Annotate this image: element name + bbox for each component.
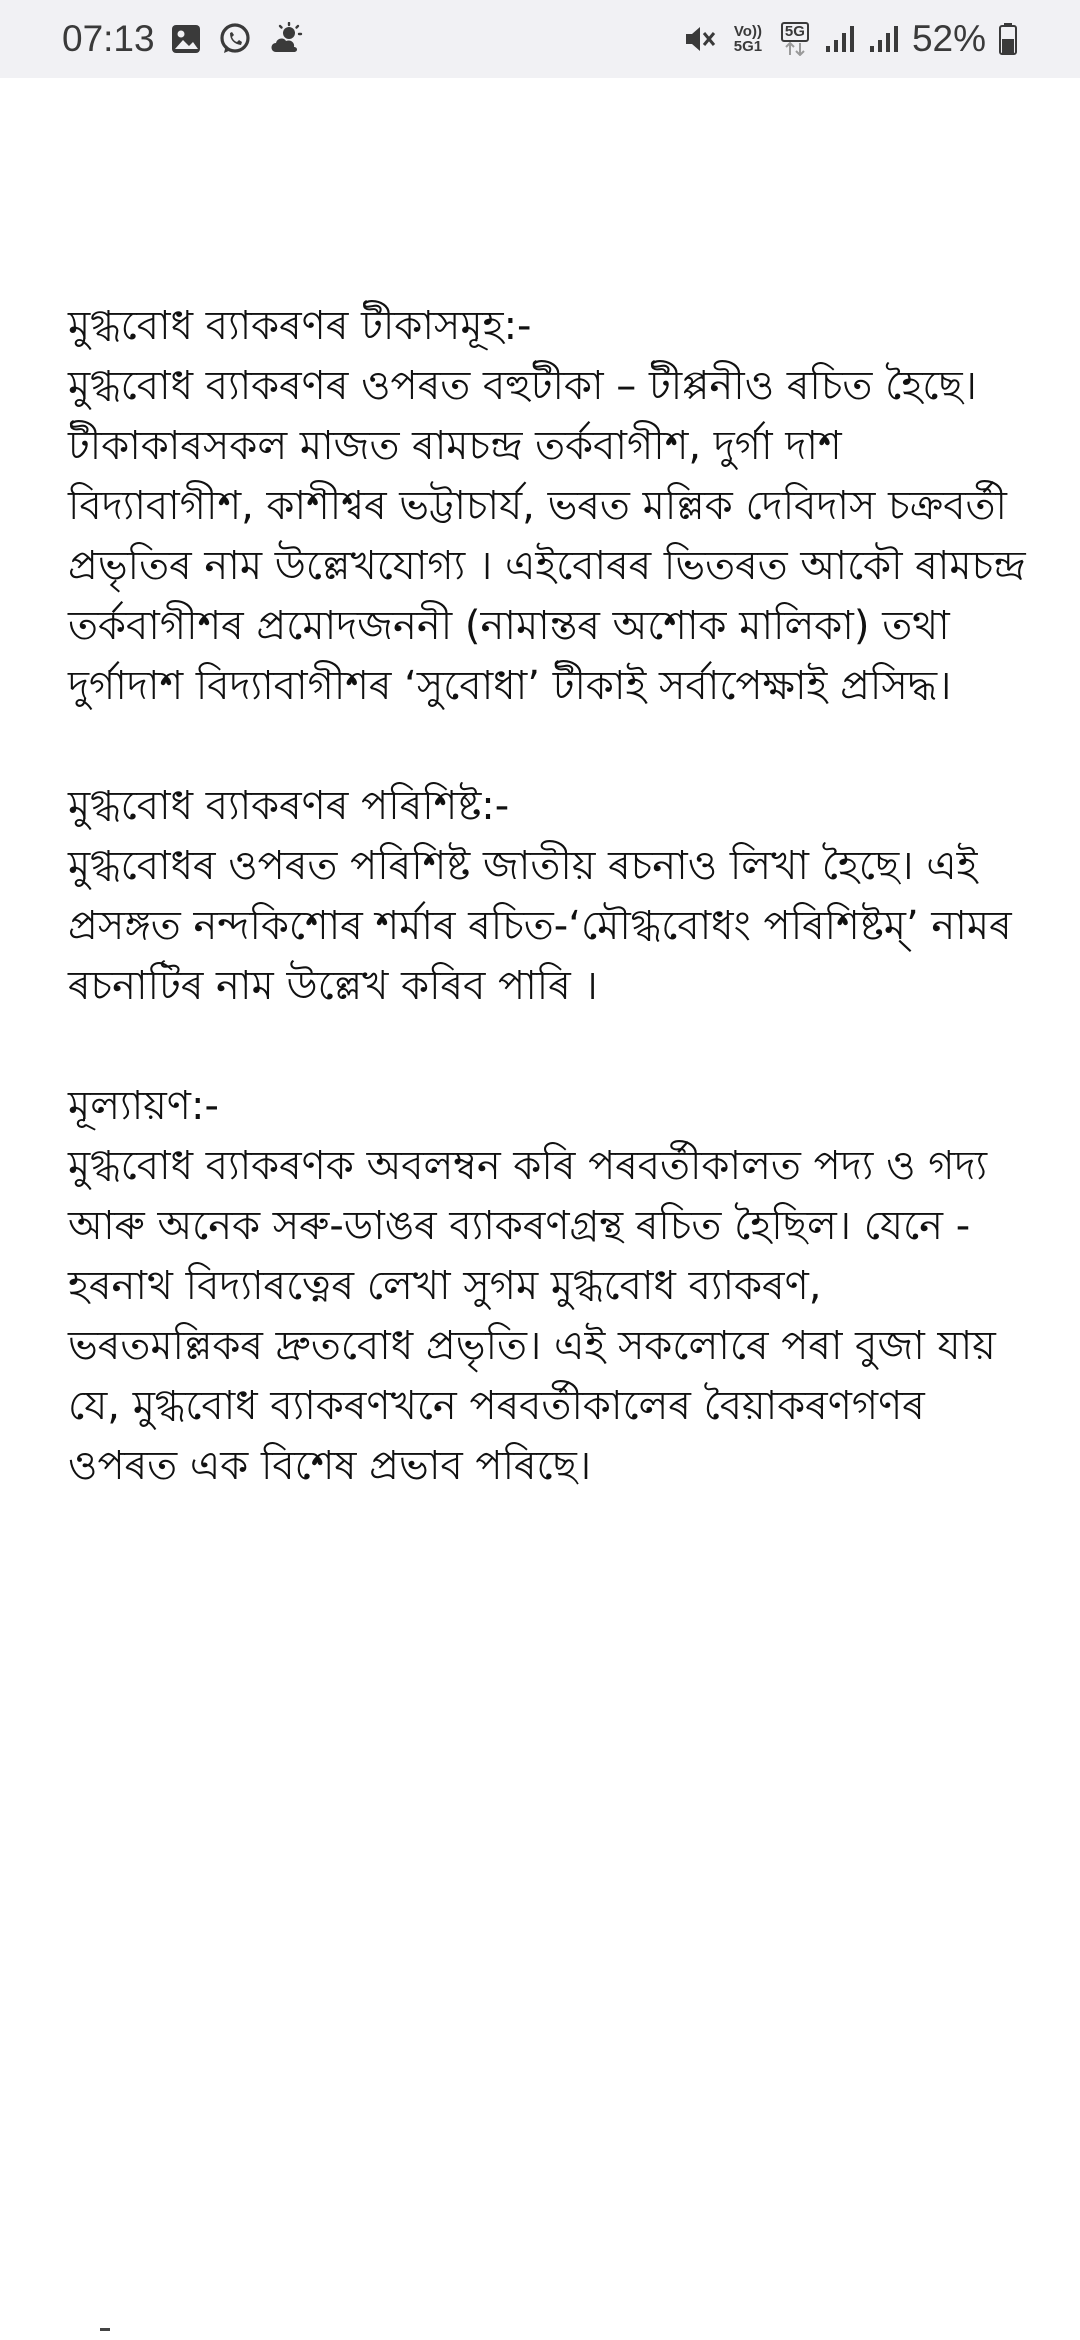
battery-percent: 52% xyxy=(911,18,986,59)
battery-icon xyxy=(998,22,1018,56)
article-section xyxy=(68,776,1028,1016)
signal-strength-icon-2 xyxy=(868,24,900,54)
status-bar xyxy=(0,0,1080,78)
network-label: 5G xyxy=(781,22,809,42)
article-content xyxy=(68,296,1028,1556)
network-5g-icon xyxy=(778,22,812,56)
volte-icon xyxy=(730,24,766,54)
volte-top-label: Vo)) xyxy=(733,23,762,40)
status-right xyxy=(682,18,1018,60)
article-section xyxy=(68,296,1028,716)
section-paragraph: মুগ্ধবোধৰ ওপৰত পৰিশিষ্ট জাতীয় ৰচনাও লিখা হৈছে। এই প্ৰসঙ্গত নন্দকিশোৰ শৰ্মাৰ ৰচিত-‘মৌগ্ধবোধং পৰিশিষ্টম্’ নামৰ ৰচনাটিৰ নাম উল্লেখ কৰিব পাৰি । xyxy=(68,843,1012,1009)
section-heading: মুগ্ধবোধ ব্যাকৰণৰ টীকাসমূহ:- xyxy=(68,303,532,349)
weather-icon xyxy=(267,22,305,56)
mute-icon xyxy=(682,22,718,56)
section-heading: মুগ্ধবোধ ব্যাকৰণৰ পৰিশিষ্ট:- xyxy=(68,783,510,829)
gallery-icon xyxy=(169,22,203,56)
status-left xyxy=(62,18,305,60)
section-paragraph: মুগ্ধবোধ ব্যাকৰণৰ ওপৰত বহুটীকা – টীপ্পনীও ৰচিত হৈছে। টীকাকাৰসকল মাজত ৰামচন্দ্ৰ তৰ্কবাগীশ, দুৰ্গা দাশ বিদ্যাবাগীশ, কাশীশ্বৰ ভট্টাচাৰ্য, ভৰত মল্লিক দেবিদাস চক্ৰবৰ্তী প্ৰভৃতিৰ নাম উল্লেখযোগ্য । এইবোৰৰ ভিতৰত আকৌ ৰামচন্দ্ৰ তৰ্কবাগীশৰ প্ৰমোদজননী (নামান্তৰ অশোক মালিকা) তথা দুৰ্গাদাশ বিদ্যাবাগীশৰ ‘সুবোধা’ টীকাই সৰ্বাপেক্ষাই প্ৰসিদ্ধ। xyxy=(68,363,1026,709)
data-arrows-icon xyxy=(784,42,806,56)
whatsapp-icon xyxy=(217,21,253,57)
article-section xyxy=(68,1076,1028,1496)
section-heading: মূল্যায়ণ:- xyxy=(68,1083,219,1129)
volte-bottom-label: 5G1 xyxy=(733,38,763,55)
clock: 07:13 xyxy=(62,18,155,59)
signal-strength-icon-1 xyxy=(824,24,856,54)
bottom-edge-mark xyxy=(100,2328,110,2331)
section-paragraph: মুগ্ধবোধ ব্যাকৰণক অবলম্বন কৰি পৰবৰ্তীকালত পদ্য ও গদ্য আৰু অনেক সৰু-ডাঙৰ ব্যাকৰণগ্ৰন্থ ৰচিত হৈছিল। যেনে - হৰনাথ বিদ্যাৰত্নেৰ লেখা সুগম মুগ্ধবোধ ব্যাকৰণ, ভৰতমল্লিকৰ দ্ৰুতবোধ প্ৰভৃতি। এই সকলোৰে পৰা বুজা যায় যে, মুগ্ধবোধ ব্যাকৰণখনে পৰবৰ্তীকালেৰ বৈয়াকৰণগণৰ ওপৰত এক বিশেষ প্ৰভাব পৰিছে। xyxy=(68,1143,996,1489)
